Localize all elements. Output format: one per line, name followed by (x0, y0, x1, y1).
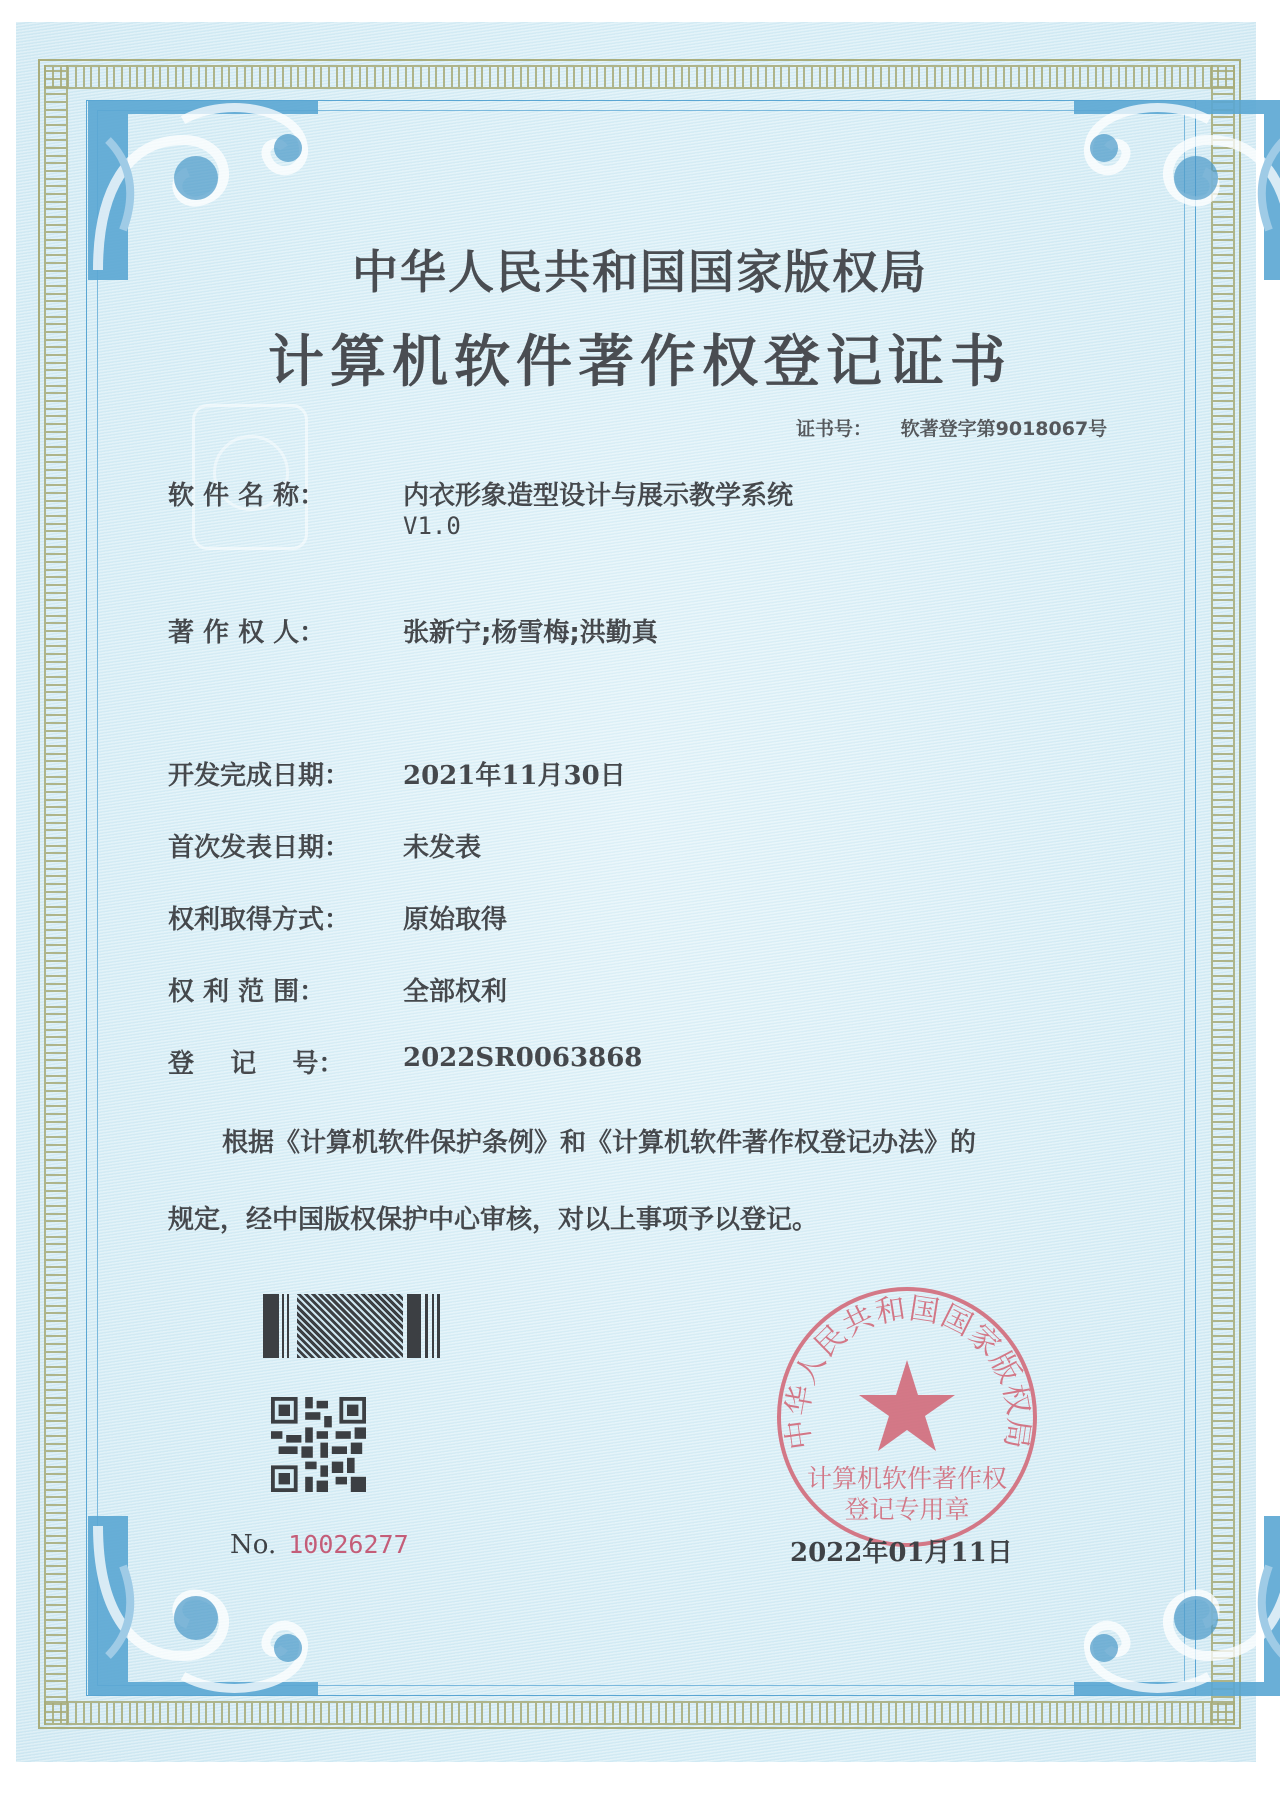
certificate-number (796, 414, 1107, 441)
field-value: 全部权利 (403, 977, 508, 1007)
issuer-title: 中华人民共和国国家版权局 (352, 245, 928, 299)
statement-line-2: 规定，经中国版权保护中心审核，对以上事项予以登记。 (168, 1205, 819, 1235)
qr-code-icon (271, 1397, 366, 1492)
barcode-icon (263, 1294, 449, 1358)
field-label: 著 作 权 人： (168, 618, 326, 648)
field-value: 2021年11月30日 (403, 761, 626, 791)
certificate-title: 计算机软件著作权登记证书 (268, 329, 1012, 395)
field-value (403, 475, 793, 512)
field-label: 首次发表日期： (168, 833, 351, 863)
seal-inner-line1: 计算机软件著作权 (806, 1464, 1008, 1493)
field-label: 软 件 名 称： (168, 481, 326, 511)
seal-ring-text: 中华人民共和国国家版权局 (780, 1291, 1036, 1452)
greek-key-border-top (44, 65, 1235, 89)
software-name-value: 内衣形象造型设计与展示教学系统 (403, 481, 794, 511)
field-development-date (168, 755, 626, 792)
greek-key-border-left (44, 65, 68, 1725)
field-value: 原始取得 (403, 905, 508, 935)
field-rights-acquisition (168, 899, 507, 936)
official-seal (772, 1282, 1042, 1552)
serial-number-label: No. (230, 1530, 277, 1560)
software-version-value: V1.0 (403, 512, 461, 540)
corner-ornament-bottom-right (1074, 1516, 1280, 1696)
seal-inner-line2: 登记专用章 (844, 1495, 970, 1524)
field-copyright-owner (168, 612, 658, 649)
field-registration-number (168, 1043, 642, 1080)
greek-key-border-bottom (44, 1701, 1235, 1725)
issue-date: 2022年01月11日 (790, 1538, 1013, 1568)
statement-line-1: 根据《计算机软件保护条例》和《计算机软件著作权登记办法》的 (222, 1128, 977, 1158)
field-label: 权利取得方式： (168, 905, 351, 935)
serial-number (230, 1530, 409, 1560)
field-label: 权 利 范 围： (168, 977, 326, 1007)
certificate-number-label: 证书号： (796, 418, 873, 440)
field-first-publication-date (168, 827, 481, 864)
star-icon (859, 1360, 955, 1451)
field-software-name (168, 475, 793, 540)
field-rights-scope (168, 971, 507, 1008)
greek-key-border-right (1211, 65, 1235, 1725)
field-value: 张新宁;杨雪梅;洪勤真 (403, 618, 658, 648)
serial-number-value: 10026277 (288, 1530, 409, 1559)
field-value: 未发表 (403, 833, 482, 863)
field-value: 2022SR0063868 (403, 1043, 643, 1073)
scroll-ornament-icon (1074, 1516, 1280, 1696)
field-label: 登 记 号： (168, 1049, 345, 1079)
certificate-number-value: 软著登字第9018067号 (900, 418, 1108, 440)
field-label: 开发完成日期： (168, 761, 351, 791)
